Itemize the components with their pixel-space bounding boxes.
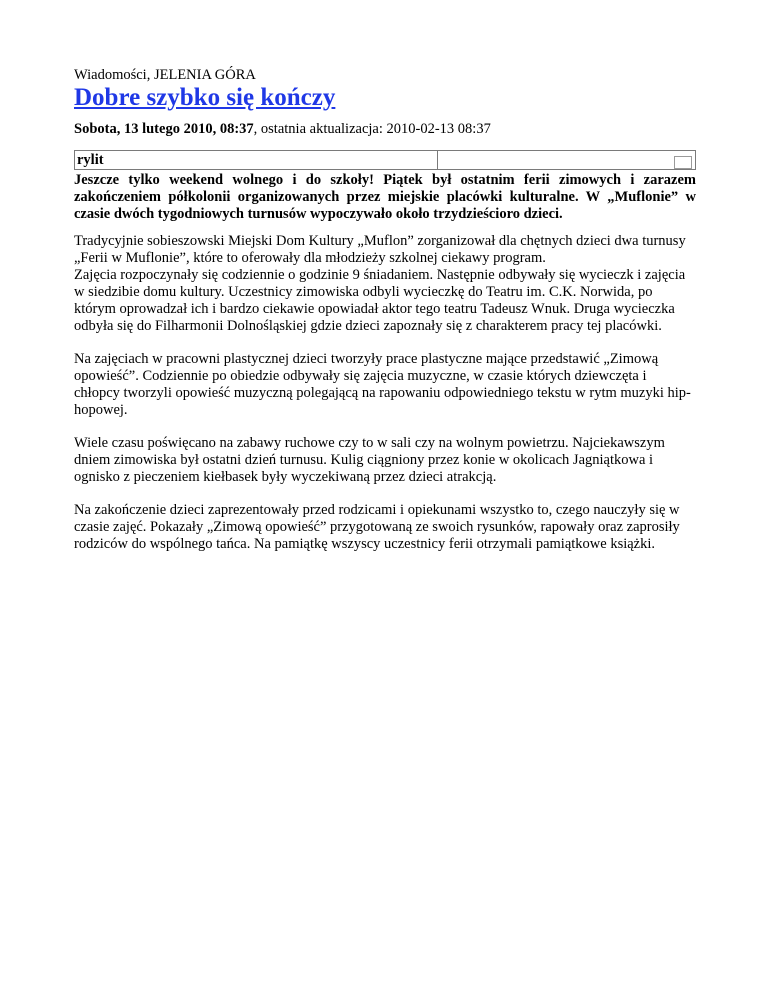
article-page [74, 66, 696, 569]
photo-caption: rylit [75, 151, 438, 170]
section-label: Wiadomości, JELENIA GÓRA [74, 67, 256, 83]
photo-table [74, 150, 696, 170]
paragraph-line: Na zajęciach w pracowni plastycznej dzieci tworzyły prace plastyczne mające przedstawić „Zimową opowieść”. Codziennie po obiedzie odbywały się zajęcia muzyczne, w czasie których dziewczęta i chłopcy tworzyli opowieść muzyczną polegającą na rapowaniu odpowiedniego tekstu w rytm muzyki hip-hopowej. [74, 351, 691, 418]
article-paragraph-3 [74, 435, 696, 486]
article-paragraph-4 [74, 502, 696, 553]
article-paragraph-2 [74, 351, 696, 419]
article-updated: , ostatnia aktualizacja: 2010-02-13 08:37 [253, 121, 491, 137]
article-dateline [74, 120, 696, 138]
article-paragraph-1 [74, 233, 696, 335]
paragraph-line: Zajęcia rozpoczynały się codziennie o godzinie 9 śniadaniem. Następnie odbywały się wycieczk i zajęcia w siedzibie domu kultury. Uczestnicy zimowiska odbyli wycieczkę do Teatru im. C.K. Norwida, po którym oprowadzał ich i bardzo ciekawie opowiadał aktor tego teatru Tadeusz Wnuk. Druga wycieczka odbyła się do Filharmonii Dolnośląskiej gdzie dzieci zapoznały się z charakterem pracy tej placówki. [74, 267, 686, 334]
paragraph-line: Tradycyjnie sobieszowski Miejski Dom Kultury „Muflon” zorganizował dla chętnych dzieci dwa turnusy „Ferii w Muflonie”, które to oferowały dla młodzieży szkolnej ciekawy program. [74, 233, 686, 266]
paragraph-line: Wiele czasu poświęcano na zabawy ruchowe czy to w sali czy na wolnym powietrzu. Najciekawszym dniem zimowiska był ostatni dzień turnusu. Kulig ciągniony przez konie w okolicach Jagniątkowa i ognisko z pieczeniem kiełbasek były wyczekiwaną przez dzieci atrakcją. [74, 435, 665, 485]
article-lead: Jeszcze tylko weekend wolnego i do szkoły! Piątek był ostatnim ferii zimowych i zarazem zakończeniem półkolonii organizowanych przez miejskie placówki kulturalne. W „Muflonie” w czasie dwóch tygodniowych turnusów wypoczywało około trzydzieścioro dzieci. [74, 172, 696, 222]
article-date: Sobota, 13 lutego 2010, 08:37 [74, 121, 254, 137]
article-title-link[interactable]: Dobre szybko się kończy [74, 84, 336, 111]
paragraph-line: Na zakończenie dzieci zaprezentowały przed rodzicami i opiekunami wszystko to, czego nauczyły się w czasie zajęć. Pokazały „Zimową opowieść” przygotowaną ze swoich rysunków, rapowały oraz zaprosiły rodziców do wspólnego tańca. Na pamiątkę wszyscy uczestnicy ferii otrzymali pamiątkowe książki. [74, 502, 680, 552]
broken-image-icon [674, 156, 692, 169]
photo-cell [438, 151, 696, 170]
